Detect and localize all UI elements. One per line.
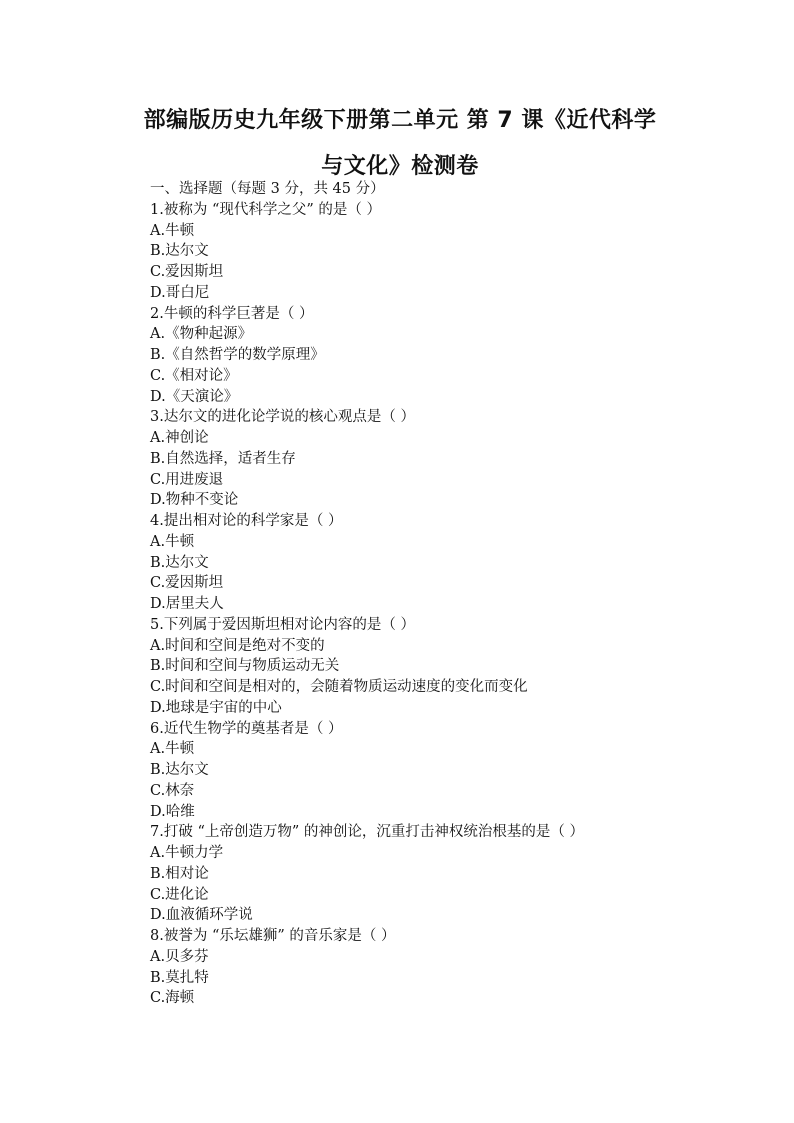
option-d: D.地球是宇宙的中心 — [150, 699, 282, 716]
option-c: C.用进废退 — [150, 471, 224, 488]
option-b: B.达尔文 — [150, 762, 209, 778]
option-d: D.居里夫人 — [150, 596, 224, 612]
question-stem: 1.被称为 “现代科学之父” 的是（ ） — [150, 201, 381, 218]
question-stem: 3.达尔文的进化论学说的核心观点是（ ） — [150, 409, 415, 426]
option-c: C.海顿 — [150, 990, 195, 1007]
question-stem: 4.提出相对论的科学家是（ ） — [150, 513, 343, 529]
title-line-1: 部编版历史九年级下册第二单元 第 7 课《近代科学 — [143, 108, 657, 133]
option-a: A.牛顿 — [150, 222, 195, 239]
option-d: D.《天演论》 — [150, 388, 239, 405]
document-title — [110, 98, 690, 190]
question-5 — [150, 615, 710, 719]
option-c: C.爱因斯坦 — [150, 575, 224, 592]
question-1 — [150, 200, 710, 304]
option-b: B.《自然哲学的数学原理》 — [150, 347, 325, 363]
option-d: D.物种不变论 — [150, 492, 239, 509]
question-4 — [150, 511, 710, 615]
option-a: A.贝多芬 — [150, 948, 209, 965]
question-stem: 7.打破 “上帝创造万物” 的神创论，沉重打击神权统治根基的是（ ） — [150, 824, 584, 841]
question-2 — [150, 304, 710, 408]
option-d: D.哥白尼 — [150, 284, 210, 301]
exam-content — [150, 179, 710, 1009]
option-a: A.《物种起源》 — [150, 326, 253, 343]
question-stem: 8.被誉为 “乐坛雄狮” 的音乐家是（ ） — [150, 928, 396, 944]
section-heading: 一、选择题（每题 3 分，共 45 分） — [150, 181, 385, 197]
option-b: B.达尔文 — [150, 554, 209, 571]
question-stem: 5.下列属于爱因斯坦相对论内容的是（ ） — [150, 616, 415, 633]
option-c: C.《相对论》 — [150, 367, 238, 384]
option-b: B.自然选择，适者生存 — [150, 450, 296, 467]
question-3 — [150, 407, 710, 511]
option-c: C.进化论 — [150, 886, 209, 903]
option-c: C.时间和空间是相对的，会随着物质运动速度的变化而变化 — [150, 679, 528, 695]
option-d: D.哈维 — [150, 803, 195, 820]
option-a: A.牛顿力学 — [150, 845, 224, 861]
question-stem: 2.牛顿的科学巨著是（ ） — [150, 305, 314, 322]
option-a: A.时间和空间是绝对不变的 — [150, 637, 325, 654]
option-b: B.莫扎特 — [150, 969, 209, 986]
option-a: A.牛顿 — [150, 533, 195, 550]
option-c: C.林奈 — [150, 782, 195, 799]
question-8 — [150, 926, 710, 1009]
question-7 — [150, 822, 710, 926]
option-b: B.相对论 — [150, 865, 209, 882]
option-a: A.神创论 — [150, 430, 209, 446]
question-6 — [150, 719, 710, 823]
option-b: B.时间和空间与物质运动无关 — [150, 658, 340, 675]
question-stem: 6.近代生物学的奠基者是（ ） — [150, 720, 343, 737]
option-a: A.牛顿 — [150, 741, 195, 758]
option-c: C.爱因斯坦 — [150, 264, 224, 280]
title-line-2: 与文化》检测卷 — [321, 154, 479, 179]
option-b: B.达尔文 — [150, 243, 209, 260]
option-d: D.血液循环学说 — [150, 907, 253, 924]
